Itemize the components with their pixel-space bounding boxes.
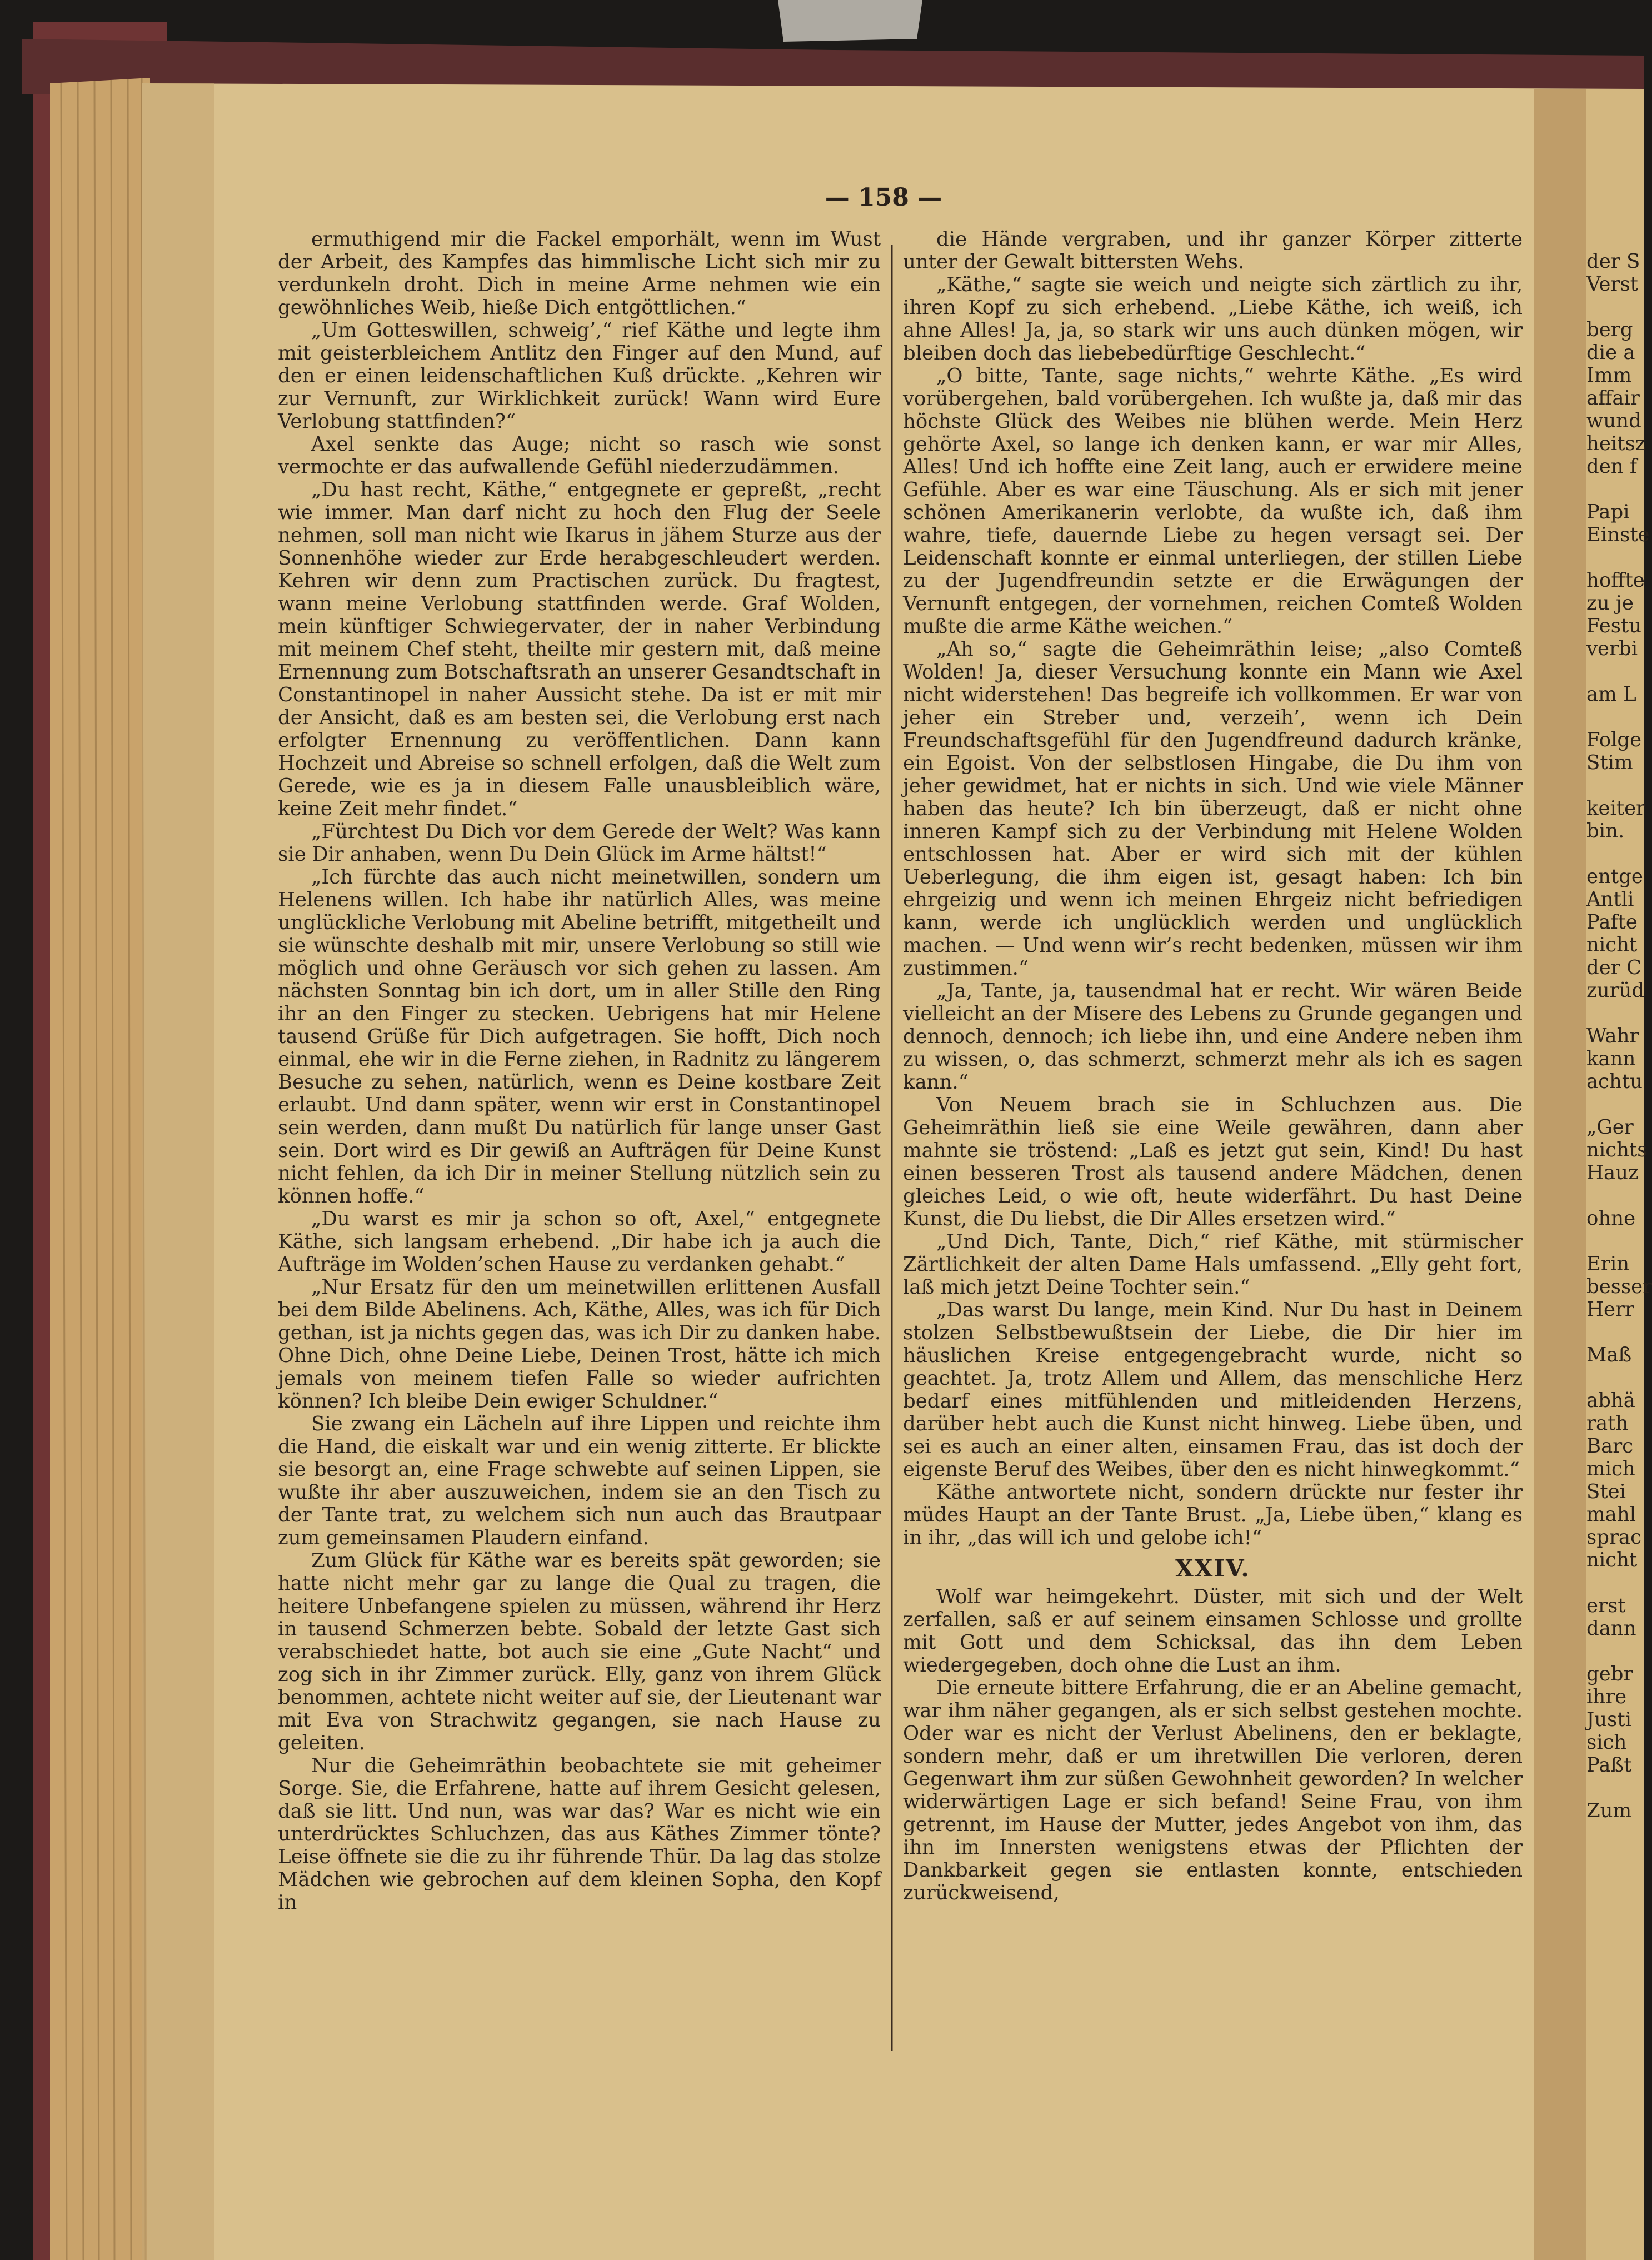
- fragment-line: die a: [1586, 341, 1635, 364]
- fragment-line: Antli: [1586, 888, 1634, 911]
- fragment-line: verbi: [1586, 637, 1638, 660]
- fragment-line: entge: [1586, 865, 1643, 888]
- fragment-line: [1586, 1366, 1644, 1389]
- paragraph: Nur die Geheimräthin beobachtete sie mit geheimer Sorge. Sie, die Erfahrene, hatte auf ihrem Gesicht gelesen, daß sie litt. Und nun, was war das? War es nicht wie ein unterdrücktes Schluchzen, das aus Käthes Zimmer tönte? Leise öffnete sie die zu ihr führende Thür. Da lag das stolze Mädchen wie gebrochen auf dem kleinen Sopha, den Kopf in: [278, 1754, 881, 1914]
- paragraph: Sie zwang ein Lächeln auf ihre Lippen und reichte ihm die Hand, die eiskalt war und ein wenig zitterte. Er blickte sie besorgt an, eine Frage schwebte auf seinen Lippen, sie wußte ihr aber auszuweichen, indem sie an den Tisch zu der Tante trat, zu welchem sich nun auch das Brautpaar zum gemeinsamen Plaudern einfand.: [278, 1413, 881, 1549]
- fragment-line: [1586, 706, 1644, 729]
- fragment-line: keiter: [1586, 797, 1646, 820]
- fragment-line: Justi: [1586, 1708, 1631, 1731]
- fragment-line: Folge: [1586, 729, 1642, 751]
- fragment-line: [1586, 1640, 1644, 1663]
- fragment-line: Maß: [1586, 1344, 1632, 1366]
- fragment-line: Zum: [1586, 1799, 1632, 1822]
- fragment-line: den f: [1586, 455, 1638, 478]
- fragment-line: sprac: [1586, 1526, 1641, 1549]
- fragment-line: „Ger: [1586, 1116, 1634, 1139]
- paragraph: „Ja, Tante, ja, tausendmal hat er recht. Wir wären Beide vielleicht an der Misere des Lebens zu Grunde gegangen und dennoch, dennoch; ich liebe ihn, und eine Andere neben ihm zu wissen, o, das schmerzt, schmerzt mehr als ich es sagen kann.“: [903, 980, 1523, 1094]
- fragment-line: berg: [1586, 318, 1633, 341]
- paragraph: die Hände vergraben, und ihr ganzer Körper zitterte unter der Gewalt bittersten Wehs.: [903, 228, 1523, 273]
- paragraph: Zum Glück für Käthe war es bereits spät geworden; sie hatte nicht mehr gar zu lange die Qual zu tragen, die heitere Unbefangene spielen zu müssen, während ihr Herz in tausend Schmerzen bebte. Sobald der letzte Gast sich verabschiedet hatte, bot auch sie eine „Gute Nacht“ und zog sich in ihr Zimmer zurück. Elly, ganz von ihrem Glück benommen, achtete nicht weiter auf sie, der Lieutenant war mit Eva von Strachwitz gegangen, sie nach Hause zu geleiten.: [278, 1549, 881, 1754]
- paragraph: „Du hast recht, Käthe,“ entgegnete er gepreßt, „recht wie immer. Man darf nicht zu hoch den Flug der Seele nehmen, soll man nicht wie Ikarus in jähem Sturze aus der Sonnenhöhe wieder zur Erde herabgeschleudert werden. Kehren wir denn zum Practischen zurück. Du fragtest, wann meine Verlobung stattfinden werde. Graf Wolden, mein künftiger Schwiegervater, der in naher Verbindung mit meinem Chef steht, theilte mir gestern mit, daß meine Ernennung zum Botschaftsrath an unserer Gesandtschaft in Constantinopel in naher Aussicht stehe. Da ist er mit mir der Ansicht, daß es am besten sei, die Verlobung erst nach erfolgter Ernennung zu veröffentlichen. Dann kann Hochzeit und Abreise so schnell erfolgen, daß die Welt zum Gerede, wie es ja in diesem Falle unausbleiblich wäre, keine Zeit mehr findet.“: [278, 478, 881, 820]
- fragment-line: kann: [1586, 1047, 1636, 1070]
- page-number: — 158 —: [825, 183, 942, 212]
- fragment-line: rath: [1586, 1412, 1629, 1435]
- fragment-line: dann: [1586, 1617, 1636, 1640]
- fragment-line: zu je: [1586, 592, 1634, 615]
- fragment-line: mich: [1586, 1458, 1635, 1480]
- fragment-line: Festu: [1586, 615, 1642, 637]
- fragment-line: Paßt: [1586, 1754, 1632, 1777]
- fragment-line: [1586, 1093, 1644, 1116]
- paragraph: „Fürchtest Du Dich vor dem Gerede der Welt? Was kann sie Dir anhaben, wenn Du Dein Glück im Arme hältst!“: [278, 820, 881, 866]
- fragment-line: hoffte: [1586, 569, 1645, 592]
- paragraph: Axel senkte das Auge; nicht so rasch wie sonst vermochte er das aufwallende Gefühl niederzudämmen.: [278, 433, 881, 478]
- fragment-line: ihre: [1586, 1685, 1627, 1708]
- fragment-line: heitsz: [1586, 432, 1646, 455]
- fragment-line: Papi: [1586, 501, 1630, 523]
- fragment-line: nicht: [1586, 934, 1638, 956]
- fragment-line: [1586, 1230, 1644, 1253]
- fragment-line: Pafte: [1586, 911, 1638, 934]
- fragment-line: am L: [1586, 683, 1636, 706]
- fragment-line: wund: [1586, 410, 1641, 432]
- paragraph: Käthe antwortete nicht, sondern drückte nur fester ihr müdes Haupt an der Tante Brust. „Ja, Liebe üben,“ klang es in ihr, „das will ich und gelobe ich!“: [903, 1481, 1523, 1549]
- paragraph: Wolf war heimgekehrt. Düster, mit sich und der Welt zerfallen, saß er auf seinem einsamen Schlosse und grollte mit Gott und dem Schicksal, das ihn dem Leben wiedergegeben, doch ohne die Lust an ihm.: [903, 1585, 1523, 1677]
- paragraph: „Das warst Du lange, mein Kind. Nur Du hast in Deinem stolzen Selbstbewußtsein der Liebe, die Dir hier im häuslichen Kreise entgegengebracht wurde, nicht so geachtet. Ja, trotz Allem und Allem, das menschliche Herz bedarf eines mitfühlenden und mitleidenden Herzens, darüber hebt auch die Kunst nicht hinweg. Liebe üben, und sei es auch an einer alten, einsamen Frau, das ist doch der eigenste Beruf des Weibes, über den es nicht hinwegkommt.“: [903, 1299, 1523, 1481]
- fragment-line: [1586, 660, 1644, 683]
- paragraph: „Nur Ersatz für den um meinetwillen erlittenen Ausfall bei dem Bilde Abelinens. Ach, Käthe, Alles, was ich für Dich gethan, ist ja nichts gegen das, was ich Dir zu danken habe. Ohne Dich, ohne Deine Liebe, Deinen Trost, hätte ich mich jemals von meinem tiefen Falle so wieder aufrichten können? Ich bleibe Dein ewiger Schuldner.“: [278, 1276, 881, 1413]
- paragraph: Von Neuem brach sie in Schluchzen aus. Die Geheimräthin ließ sie eine Weile gewähren, dann aber mahnte sie tröstend: „Laß es jetzt gut sein, Kind! Du hast einen besseren Trost als tausend andere Mädchen, denen gleiches Leid, o wie oft, heute widerfährt. Du hast Deine Kunst, die Du liebst, die Dir Alles ersetzen wird.“: [903, 1094, 1523, 1230]
- paragraph: „Ich fürchte das auch nicht meinetwillen, sondern um Helenens willen. Ich habe ihr natürlich Alles, was meine unglückliche Verlobung mit Abeline betrifft, mitgetheilt und sie wünschte deshalb mit mir, unsere Verlobung so still wie möglich und ohne Geräusch vor sich gehen zu lassen. Am nächsten Sonntag bin ich dort, um in aller Stille den Ring ihr an den Finger zu stecken. Uebrigens hat mir Helene tausend Grüße für Dich aufgetragen. Sie hofft, Dich noch einmal, ehe wir in die Ferne ziehen, in Radnitz zu längerem Besuche zu sehen, natürlich, wenn es Deine kostbare Zeit erlaubt. Und dann später, wenn wir erst in Constantinopel sein werden, dann mußt Du natürlich für lange unser Gast sein. Dort wird es Dir gewiß an Aufträgen für Deine Kunst nicht fehlen, da ich Dir in meiner Stellung nützlich sein zu können hoffe.“: [278, 866, 881, 1208]
- fragment-line: sich: [1586, 1731, 1627, 1754]
- fragment-line: Stim: [1586, 751, 1633, 774]
- fragment-line: zurüd: [1586, 979, 1645, 1002]
- fragment-line: der C: [1586, 956, 1642, 979]
- fragment-line: [1586, 1777, 1644, 1799]
- fragment-line: Verst: [1586, 273, 1638, 296]
- fragment-line: achtu: [1586, 1070, 1643, 1093]
- fragment-line: Stei: [1586, 1480, 1626, 1503]
- paragraph: „Käthe,“ sagte sie weich und neigte sich zärtlich zu ihr, ihren Kopf zu sich erhebend. „Liebe Käthe, ich weiß, ich ahne Alles! Ja, ja, so stark wir uns auch dünken mögen, wir bleiben doch das liebebedürftige Geschlecht.“: [903, 273, 1523, 365]
- fragment-line: [1586, 478, 1644, 501]
- tape-strip: [778, 0, 922, 42]
- left-text-column: [278, 228, 881, 2054]
- fragment-line: [1586, 1002, 1644, 1025]
- paragraph: „O bitte, Tante, sage nichts,“ wehrte Käthe. „Es wird vorübergehen, bald vorübergehen. Ich wußte ja, daß mir das höchste Glück des Weibes nie blühen werde. Mein Herz gehörte Axel, so lange ich denken kann, er war mir Alles, Alles! Und ich hoffte eine Zeit lang, auch er erwidere meine Gefühle. Aber es war eine Täuschung. Als er sich mit jener schönen Amerikanerin verlobte, da wußte ich, daß ihm wahre, tiefe, dauernde Liebe zu hegen versagt sei. Der Leidenschaft konnte er einmal unterliegen, der stillen Liebe zu der Jugendfreundin setzte er die Erwägungen der Vernunft entgegen, der vornehmen, reichen Comteß Wolden mußte die arme Käthe weichen.“: [903, 365, 1523, 638]
- fragment-line: affair: [1586, 387, 1640, 410]
- paragraph: ermuthigend mir die Fackel emporhält, wenn im Wust der Arbeit, des Kampfes das himmlische Licht sich mir zu verdunkeln droht. Dich in meine Arme nehmen wie ein gewöhnliches Weib, hieße Dich entgöttlichen.“: [278, 228, 881, 319]
- page-left-shadow: [142, 83, 214, 2260]
- fragment-line: ohne: [1586, 1207, 1636, 1230]
- right-paragraphs-after-chapter: [903, 1585, 1523, 1904]
- fragment-line: abhä: [1586, 1389, 1635, 1412]
- chapter-heading: XXIV.: [1175, 1555, 1250, 1582]
- fragment-line: [1586, 842, 1644, 865]
- fragment-line: besser: [1586, 1275, 1652, 1298]
- paragraph: „Ah so,“ sagte die Geheimräthin leise; „also Comteß Wolden! Ja, dieser Versuchung konnte ein Mann wie Axel nicht widerstehen! Das begreife ich vollkommen. Er war von jeher ein Streber und, verzeih’, wenn ich Dein Freundschaftsgefühl für den Jugendfreund dadurch kränke, ein Egoist. Von der selbstlosen Hingabe, die Du ihm von jeher gewidmet, hat er nichts in sich. Und wie viele Männer haben das heute? Ich bin überzeugt, daß er nicht ohne inneren Kampf sich zu der Verbindung mit Helene Wolden entschlossen hat. Aber er wird sich mit der kühlen Ueberlegung, die ihm eigen ist, gesagt haben: Ich bin ehrgeizig und wenn ich meinen Ehrgeiz nicht befriedigen kann, werde ich unglücklich werden und unglücklich machen. — Und wenn wir’s recht bedenken, müssen wir ihm zustimmen.“: [903, 638, 1523, 980]
- fragment-line: nicht: [1586, 1549, 1638, 1571]
- paragraph: „Um Gotteswillen, schweig’,“ rief Käthe und legte ihm mit geisterbleichem Antlitz den Finger auf den Mund, auf den er einen leidenschaftlichen Kuß drückte. „Kehren wir zur Vernunft, zur Wirklichkeit zurück! Wann wird Eure Verlobung stattfinden?“: [278, 319, 881, 433]
- fragment-line: [1586, 296, 1644, 318]
- paragraph: „Du warst es mir ja schon so oft, Axel,“ entgegnete Käthe, sich langsam erhebend. „Dir habe ich ja auch die Aufträge im Wolden’schen Hause zu verdanken gehabt.“: [278, 1208, 881, 1276]
- fragment-line: [1586, 1321, 1644, 1344]
- fragment-line: Wahr: [1586, 1025, 1639, 1047]
- fragment-line: erst: [1586, 1594, 1626, 1617]
- fragment-line: der S: [1586, 250, 1640, 273]
- fragment-line: nichts: [1586, 1139, 1648, 1161]
- paragraph: „Und Dich, Tante, Dich,“ rief Käthe, mit stürmischer Zärtlichkeit der alten Dame Hals umfassend. „Elly geht fort, laß mich jetzt Deine Tochter sein.“: [903, 1230, 1523, 1299]
- fragment-line: Hauz: [1586, 1161, 1639, 1184]
- fragment-line: Einste: [1586, 523, 1650, 546]
- fragment-line: [1586, 1571, 1644, 1594]
- fragment-line: [1586, 546, 1644, 569]
- paragraph: Die erneute bittere Erfahrung, die er an Abeline gemacht, war ihm näher gegangen, als er sich selbst gestehen mochte. Oder war es nicht der Verlust Abelinens, den er beklagte, sondern mehr, daß er um ihretwillen Die verloren, deren Gegenwart ihm zur süßen Gewohnheit geworden? In welcher widerwärtigen Lage er sich befand! Seine Frau, von ihm getrennt, im Hause der Mutter, jedes Angebot von ihm, das ihn im Innersten wenigstens etwas der Pflichten der Dankbarkeit gegen sie entlasten konnte, entschieden zurückweisend,: [903, 1677, 1523, 1904]
- fragment-line: bin.: [1586, 820, 1625, 842]
- fragment-line: Herr: [1586, 1298, 1634, 1321]
- fragment-line: mahl: [1586, 1503, 1636, 1526]
- right-paragraphs-before-chapter: [903, 228, 1523, 1549]
- fragment-line: [1586, 1184, 1644, 1207]
- right-text-column: [903, 228, 1523, 2054]
- fragment-line: [1586, 774, 1644, 797]
- adjacent-page-fragment-column: [1586, 250, 1652, 2054]
- fragment-line: Erin: [1586, 1253, 1630, 1275]
- page-gutter: [1534, 89, 1586, 2260]
- fragment-line: Barc: [1586, 1435, 1634, 1458]
- fragment-line: Imm: [1586, 364, 1632, 387]
- fragment-line: gebr: [1586, 1663, 1633, 1685]
